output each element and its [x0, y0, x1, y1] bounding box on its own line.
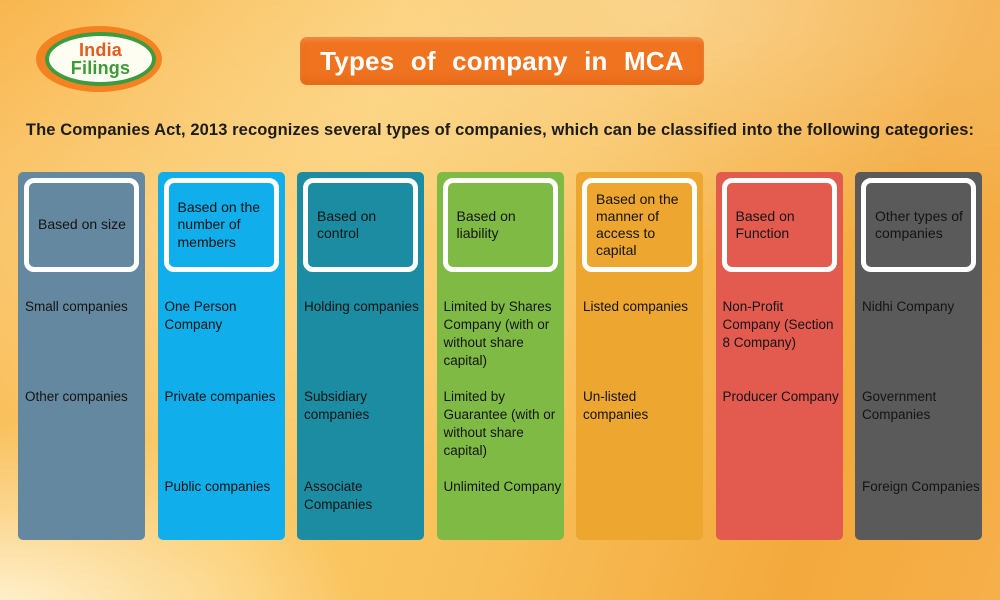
item-label: Foreign Companies — [862, 479, 980, 494]
category-item — [158, 458, 285, 548]
category-item — [297, 278, 424, 368]
category-header-label: Based on the number of members — [177, 199, 261, 250]
item-label: Private companies — [164, 389, 276, 404]
category-item — [297, 458, 424, 548]
category-item — [855, 278, 982, 368]
item-label: Unlimited Company — [443, 479, 562, 494]
item-label: Un-listed companies — [583, 389, 649, 422]
item-label: Limited by Guarantee (with or without share capital) — [443, 389, 556, 458]
category-header-function — [722, 178, 837, 272]
item-label: Small companies — [25, 299, 128, 314]
category-header-label: Based on control — [317, 207, 377, 241]
category-header-capital-access — [582, 178, 697, 272]
item-label: Limited by Shares Company (with or without share capital) — [443, 299, 552, 368]
category-item — [158, 278, 285, 368]
title-banner — [300, 37, 704, 85]
category-item — [437, 278, 564, 368]
category-header-size — [24, 178, 139, 272]
category-item — [576, 278, 703, 368]
item-label: Holding companies — [304, 299, 419, 314]
logo-text-filings: Filings — [70, 58, 131, 78]
category-item — [158, 368, 285, 458]
category-column-control — [297, 172, 424, 540]
item-label: One Person Company — [164, 299, 237, 332]
category-item — [716, 278, 843, 368]
category-header-members — [164, 178, 279, 272]
item-label: Nidhi Company — [862, 299, 955, 314]
category-item — [576, 368, 703, 458]
category-item — [297, 368, 424, 458]
category-header-label: Based on Function — [735, 207, 795, 241]
item-label: Government Companies — [862, 389, 937, 422]
logo-inner-oval — [45, 32, 156, 86]
columns-container — [18, 172, 982, 540]
item-label: Listed companies — [583, 299, 689, 314]
category-column-members — [158, 172, 285, 540]
category-item — [18, 368, 145, 458]
logo-text-india: India — [78, 39, 122, 60]
category-header-liability — [443, 178, 558, 272]
item-label: Producer Company — [722, 389, 839, 404]
category-item — [855, 458, 982, 548]
page-title: Types of company in MCA — [320, 45, 684, 76]
category-item — [437, 458, 564, 548]
category-header-label: Based on the manner of access to capital — [596, 190, 679, 259]
indiafilings-logo — [36, 26, 162, 92]
category-header-control — [303, 178, 418, 272]
item-label: Other companies — [25, 389, 128, 404]
category-header-label: Based on size — [38, 216, 126, 233]
item-label: Public companies — [164, 479, 271, 494]
category-column-function — [716, 172, 843, 540]
category-item — [716, 368, 843, 458]
item-label: Non-Profit Company (Section 8 Company) — [722, 299, 834, 350]
category-header-label: Other types of companies — [875, 207, 963, 241]
category-header-label: Based on liability — [456, 207, 516, 241]
category-column-other-types — [855, 172, 982, 540]
item-label: Subsidiary companies — [304, 389, 370, 422]
item-label: Associate Companies — [304, 479, 373, 512]
category-header-other-types — [861, 178, 976, 272]
category-column-capital-access — [576, 172, 703, 540]
subtitle: The Companies Act, 2013 recognizes several types of companies, which can be classified into the following categories: — [25, 121, 975, 139]
category-item — [18, 278, 145, 368]
category-item — [437, 368, 564, 458]
category-column-size — [18, 172, 145, 540]
category-item — [855, 368, 982, 458]
category-column-liability — [437, 172, 564, 540]
